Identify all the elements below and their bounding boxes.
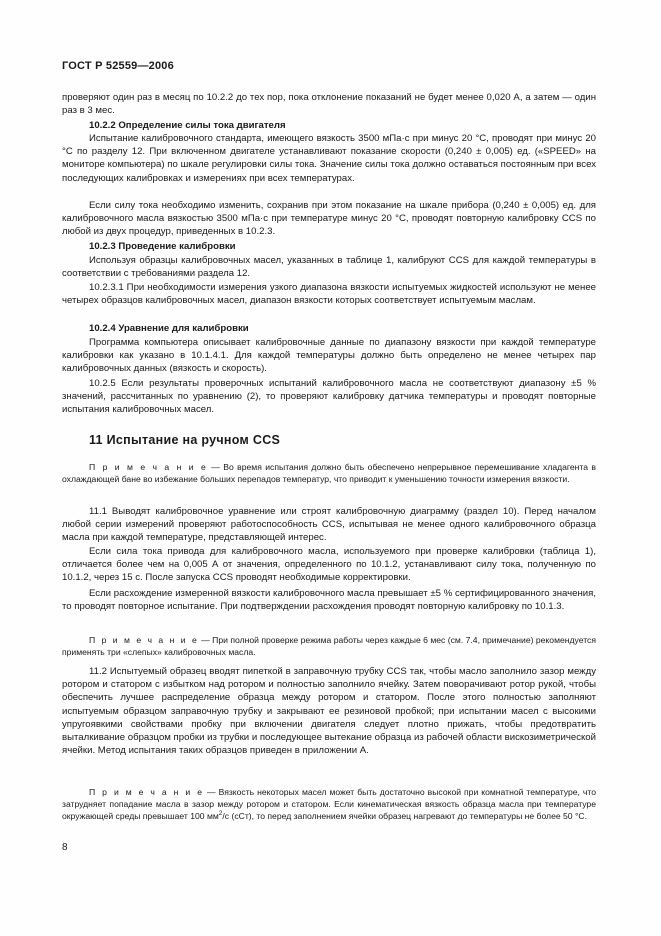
paragraph-11-1-a: 11.1 Выводят калибровочное уравнение или строят калибровочную диаграмму (раздел 10). Перед началом любой серии измерений проверяют работоспособность CCS, испытывая не менее одного калибровочного образца масла при каждой температуре, представляющей интерес. bbox=[62, 506, 596, 544]
paragraph-10-2-5: 10.2.5 Если результаты проверочных испытаний калибровочного масла не соответствуют диапазону ±5 % значений, рассчитанных по уравнению (2), то проверяют калибровку датчика температуры и проводят повторные испытания калибровочных масел. bbox=[62, 378, 596, 416]
paragraph-intro: проверяют один раз в месяц по 10.2.2 до тех пор, пока отклонение показаний не будет менее 0,020 А, а затем — один раз в 3 мес. bbox=[62, 92, 596, 117]
note-1-text: — Во время испытания должно быть обеспечено непрерывное перемешивание хладагента в охлаждающей бане во избежание больших перепадов температур, что приводит к уменьшению точности измерения вязкости. bbox=[62, 462, 597, 485]
note-2-text: — При полной проверке режима работы через каждые 6 мес (см. 7.4, примечание) рекомендуется применять три «слепых» калибровочных масла. bbox=[62, 635, 596, 658]
paragraph-11-1-b: Если сила тока привода для калибровочного масла, используемого при проверке калибровки (таблица 1), отличается более чем на 0,005 А от значения, определенного по 10.1.2, устанавливают силу тока, полученную по 10.1.2, через 15 с. После запуска CCS проводят необходимые корректировки. bbox=[62, 546, 596, 584]
heading-10-2-2: 10.2.2 Определение силы тока двигателя bbox=[89, 120, 286, 131]
note-label: П р и м е ч а н и е bbox=[89, 635, 199, 645]
note-label: П р и м е ч а н и е bbox=[89, 787, 204, 797]
note-3-superscript: 2 bbox=[218, 810, 223, 818]
paragraph-10-2-2-a: Испытание калибровочного стандарта, имеющего вязкость 3500 мПа·с при минус 20 °С, проводят при минус 20 °С по разделу 12. При включенном двигателе устанавливают показание скорости (0,240 ± 0,005) ед. («SPEED» на мониторе компьютера) по шкале регулировки силы тока. Значение силы тока должно оставаться постоянным при всех последующих калибровках и измерениях при всех температурах. bbox=[62, 133, 596, 184]
note-1 bbox=[62, 461, 596, 485]
paragraph-11-1-c: Если расхождение измеренной вязкости калибровочного масла превышает ±5 % сертифицированного значения, то проводят повторное испытание. При подтверждении расхождения проводят повторную калибровку по 10.1.3. bbox=[62, 588, 596, 613]
page-number: 8 bbox=[62, 842, 68, 853]
note-3 bbox=[62, 786, 596, 823]
paragraph-10-2-3-a: Используя образцы калибровочных масел, указанных в таблице 1, калибруют CCS для каждой температуры в соответствии с требованиями раздела 12. bbox=[62, 255, 596, 280]
section-title: 11 Испытание на ручном CCS bbox=[89, 433, 281, 447]
note-3-text-b: /с (сСт), то перед заполнением ячейки образец нагревают до температуры не более 50 °С. bbox=[222, 811, 587, 822]
heading-10-2-4: 10.2.4 Уравнение для калибровки bbox=[89, 323, 249, 334]
note-label: П р и м е ч а н и е bbox=[89, 462, 208, 472]
paragraph-11-2: 11.2 Испытуемый образец вводят пипеткой в заправочную трубку CCS так, чтобы масло заполнило зазор между ротором и статором с избытком над ротором и полностью заполнило ячейку. Затем поворачивают ротор рукой, чтобы обеспечить лучшее распределение образца между ротором и статором. После этого полностью заполняют испытуемым образцом заправочную трубку и закрывают ее резиновой пробкой; при испытании масел с высокими упругоявкими свойствами пробку при включении двигателя следует плотно прижать, чтобы предотвратить выталкивание образцом пробки из трубки и последующее вытекание образца из рабочей области вискозиметрической ячейки. Метод испытания таких образцов приведен в приложении А. bbox=[62, 666, 596, 757]
note-2 bbox=[62, 634, 596, 658]
paragraph-10-2-3-1: 10.2.3.1 При необходимости измерения узкого диапазона вязкости испытуемых жидкостей используют не менее четырех образцов калибровочных масел, диапазон вязкости которых соответствует испытуемым маслам. bbox=[62, 282, 596, 307]
paragraph-10-2-2-b: Если силу тока необходимо изменить, сохранив при этом показание на шкале прибора (0,240 ± 0,005) ед. для калибровочного масла вязкостью 3500 мПа·с при температуре минус 20 °С, проводят повторную калибровку CCS по любой из двух процедур, приведенных в 10.2.3. bbox=[62, 200, 596, 238]
paragraph-10-2-4: Программа компьютера описывает калибровочные данные по диапазону вязкости при каждой температуре калибровки как указано в 10.1.4.1. Для каждой температуры должно быть определено не менее четырех пар калибровочных данных (вязкость и скорость). bbox=[62, 337, 596, 375]
note-3-text-a: — Вязкость некоторых масел может быть достаточно высокой при комнатной температуре, что затрудняет попадание масла в зазор между ротором и статором. Если кинематическая вязкость образца масла при температуре окружающей среды превышает 100 мм bbox=[62, 787, 596, 822]
heading-10-2-3: 10.2.3 Проведение калибровки bbox=[89, 241, 236, 252]
document-header: ГОСТ Р 52559—2006 bbox=[62, 60, 174, 72]
